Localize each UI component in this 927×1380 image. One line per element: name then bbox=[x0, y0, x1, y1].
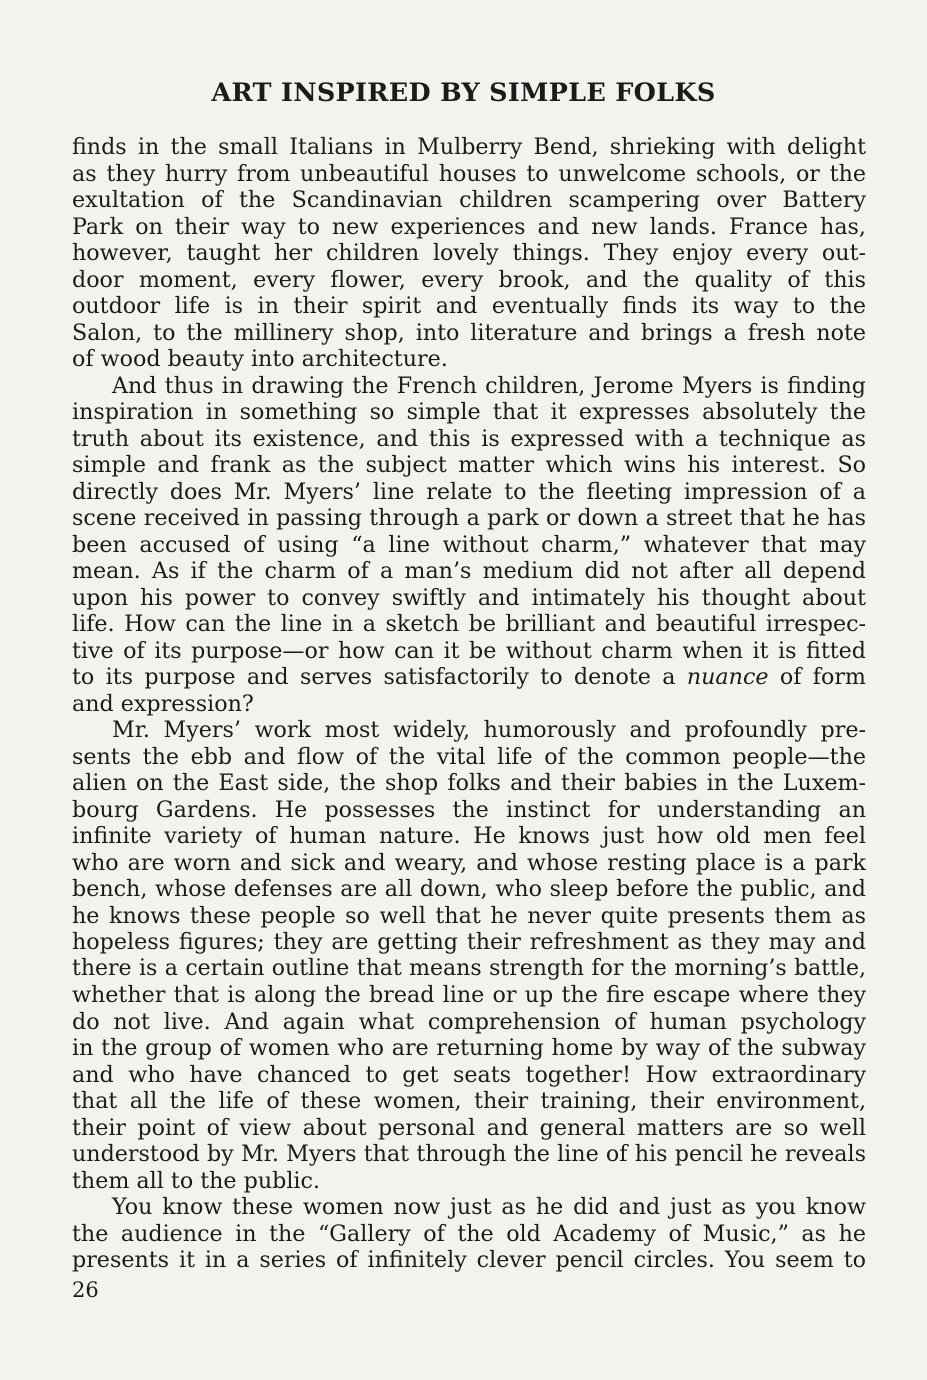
paragraph bbox=[72, 134, 866, 373]
text-line: truth about its existence, and this is expressed with a technique as bbox=[72, 425, 866, 452]
paragraph bbox=[72, 1194, 866, 1274]
text-line: Park on their way to new experiences and new lands. France has, bbox=[72, 213, 866, 240]
text-line: bourg Gardens. He possesses the instinct for understanding an bbox=[72, 796, 866, 823]
page-number: 26 bbox=[72, 1278, 99, 1302]
text-line: upon his power to convey swiftly and intimately his thought about bbox=[72, 584, 866, 611]
text-line: of wood beauty into architecture. bbox=[72, 346, 448, 372]
text-line: sents the ebb and flow of the vital life of the common people—the bbox=[72, 743, 866, 770]
text-line: door moment, every flower, every brook, and the quality of this bbox=[72, 266, 866, 293]
text-line: whether that is along the bread line or up the fire escape where they bbox=[72, 982, 866, 1008]
text-line: exultation of the Scandinavian children scampering over Battery bbox=[72, 187, 866, 213]
text-line: You know these women now just as he did and just as you know bbox=[112, 1194, 866, 1220]
running-head: ART INSPIRED BY SIMPLE FOLKS bbox=[211, 78, 716, 108]
text-line: scene received in passing through a park or down a street that he has bbox=[72, 505, 866, 531]
paragraph bbox=[72, 717, 866, 1194]
text-line: Mr. Myers’ work most widely, humorously and profoundly pre- bbox=[112, 717, 866, 743]
text-line: hopeless figures; they are getting their refreshment as they may and bbox=[72, 929, 866, 955]
text-line: their point of view about personal and general matters are so well bbox=[72, 1114, 866, 1141]
text-line: directly does Mr. Myers’ line relate to the fleeting impression of a bbox=[72, 478, 866, 505]
italic-word: nuance bbox=[686, 664, 769, 690]
text-line: in the group of women who are returning home by way of the subway bbox=[72, 1035, 866, 1061]
text-line: finds in the small Italians in Mulberry Bend, shrieking with delight bbox=[72, 134, 866, 160]
body-text bbox=[72, 134, 866, 1274]
text-line: do not live. And again what comprehension of human psychology bbox=[72, 1008, 866, 1035]
text-line: simple and frank as the subject matter which wins his interest. So bbox=[72, 452, 866, 478]
text-line: the audience in the “Gallery of the old Academy of Music,” as he bbox=[72, 1220, 866, 1247]
text-line: and expression? bbox=[72, 690, 254, 717]
text-line: however, taught her children lovely things. They enjoy every out- bbox=[72, 240, 866, 266]
text-line: Salon, to the millinery shop, into literature and brings a fresh note bbox=[72, 319, 866, 346]
text-line: and who have chanced to get seats together! How extraordinary bbox=[72, 1061, 866, 1088]
text-line: that all the life of these women, their training, their environment, bbox=[72, 1088, 866, 1114]
text-line: life. How can the line in a sketch be brilliant and beautiful irrespec- bbox=[72, 611, 866, 637]
text-line: inspiration in something so simple that it expresses absolutely the bbox=[72, 399, 866, 425]
text-line: as they hurry from unbeautiful houses to unwelcome schools, or the bbox=[72, 160, 866, 187]
text-line: them all to the public. bbox=[72, 1167, 320, 1194]
text-line: And thus in drawing the French children, Jerome Myers is finding bbox=[112, 372, 866, 399]
text-line: outdoor life is in their spirit and eventually finds its way to the bbox=[72, 293, 866, 319]
text-line: been accused of using “a line without charm,” whatever that may bbox=[72, 531, 866, 558]
text-line: there is a certain outline that means strength for the morning’s battle, bbox=[72, 955, 866, 981]
text-line: tive of its purpose—or how can it be without charm when it is fitted bbox=[72, 637, 866, 664]
text-line: he knows these people so well that he never quite presents them as bbox=[72, 902, 866, 929]
text-line: to its purpose and serves satisfactorily to denote a nuance of form bbox=[72, 664, 866, 690]
text-line: alien on the East side, the shop folks and their babies in the Luxem- bbox=[72, 770, 866, 796]
text-line: presents it in a series of infinitely clever pencil circles. You seem to bbox=[72, 1247, 866, 1273]
text-line: mean. As if the charm of a man’s medium did not after all depend bbox=[72, 558, 866, 584]
paragraph bbox=[72, 373, 866, 718]
text-line: bench, whose defenses are all down, who sleep before the public, and bbox=[72, 876, 866, 902]
text-line: understood by Mr. Myers that through the line of his pencil he reveals bbox=[72, 1141, 866, 1167]
text-line: infinite variety of human nature. He knows just how old men feel bbox=[72, 823, 866, 849]
text-line: who are worn and sick and weary, and whose resting place is a park bbox=[72, 849, 866, 876]
